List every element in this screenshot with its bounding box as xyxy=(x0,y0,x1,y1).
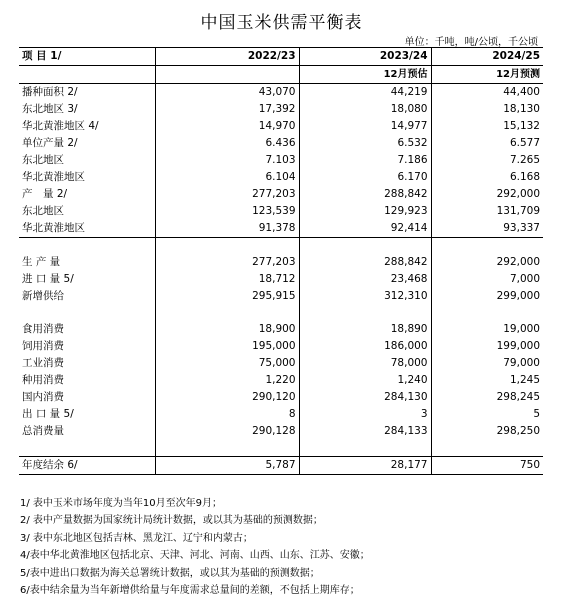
value-cell: 17,392 xyxy=(155,101,299,118)
subheader-cell: 12月预测 xyxy=(431,66,543,84)
row-label: 进 口 量 5/ xyxy=(22,273,74,285)
table-row xyxy=(19,101,543,118)
table-row xyxy=(19,220,543,238)
table-row xyxy=(19,152,543,169)
row-label: 华北黄淮地区 4/ xyxy=(22,120,99,132)
separator-cell xyxy=(431,305,543,321)
table-row xyxy=(19,288,543,305)
balance-table xyxy=(19,47,543,475)
table-row xyxy=(19,389,543,406)
value-cell: 7.265 xyxy=(431,152,543,169)
footnote: 3/ 表中东北地区包括吉林、黑龙江、辽宁和内蒙古； xyxy=(20,532,253,544)
footnote: 5/表中进出口数据为海关总署统计数据，或以其为基础的预测数据； xyxy=(20,567,320,579)
value-cell: 298,245 xyxy=(431,389,543,406)
year-header: 2022/23 xyxy=(155,48,299,66)
row-label: 播种面积 2/ xyxy=(22,86,78,98)
value-cell: 78,000 xyxy=(299,355,431,372)
separator-row xyxy=(19,440,543,457)
value-cell: 43,070 xyxy=(155,84,299,102)
row-label: 总消费量 xyxy=(22,425,64,437)
separator-cell xyxy=(155,238,299,255)
separator-cell xyxy=(155,305,299,321)
value-cell: 284,130 xyxy=(299,389,431,406)
row-label: 出 口 量 5/ xyxy=(22,408,74,420)
value-cell: 44,400 xyxy=(431,84,543,102)
table-row xyxy=(19,84,543,102)
row-label: 工业消费 xyxy=(22,357,64,369)
value-cell: 6.170 xyxy=(299,169,431,186)
separator-row xyxy=(19,305,543,321)
value-cell: 6.104 xyxy=(155,169,299,186)
subheader-cell xyxy=(19,66,155,84)
value-cell: 79,000 xyxy=(431,355,543,372)
table-row xyxy=(19,203,543,220)
table-row xyxy=(19,372,543,389)
value-cell: 288,842 xyxy=(299,254,431,271)
table-row xyxy=(19,169,543,186)
footnote: 2/ 表中产量数据为国家统计局统计数据，或以其为基础的预测数据； xyxy=(20,515,323,527)
table-row xyxy=(19,135,543,152)
value-cell: 28,177 xyxy=(299,457,431,475)
table-row xyxy=(19,186,543,203)
footnotes xyxy=(20,495,370,599)
separator-cell xyxy=(155,440,299,457)
table-row xyxy=(19,254,543,271)
value-cell: 292,000 xyxy=(431,186,543,203)
row-label: 新增供给 xyxy=(22,290,64,302)
value-cell: 199,000 xyxy=(431,338,543,355)
table-row xyxy=(19,406,543,423)
value-cell: 93,337 xyxy=(431,220,543,238)
value-cell: 18,890 xyxy=(299,321,431,338)
value-cell: 6.436 xyxy=(155,135,299,152)
table-row xyxy=(19,355,543,372)
value-cell: 750 xyxy=(431,457,543,475)
table-row xyxy=(19,118,543,135)
value-cell: 23,468 xyxy=(299,271,431,288)
separator-cell xyxy=(299,440,431,457)
value-cell: 18,712 xyxy=(155,271,299,288)
value-cell: 7,000 xyxy=(431,271,543,288)
value-cell: 14,977 xyxy=(299,118,431,135)
value-cell: 1,240 xyxy=(299,372,431,389)
table-row xyxy=(19,457,543,475)
separator-cell xyxy=(19,238,155,255)
table-row xyxy=(19,321,543,338)
value-cell: 277,203 xyxy=(155,254,299,271)
value-cell: 195,000 xyxy=(155,338,299,355)
value-cell: 1,220 xyxy=(155,372,299,389)
row-label: 东北地区 xyxy=(22,154,64,166)
value-cell: 290,128 xyxy=(155,423,299,440)
value-cell: 44,219 xyxy=(299,84,431,102)
value-cell: 15,132 xyxy=(431,118,543,135)
value-cell: 299,000 xyxy=(431,288,543,305)
row-label: 单位产量 2/ xyxy=(22,137,78,149)
value-cell: 1,245 xyxy=(431,372,543,389)
value-cell: 6.577 xyxy=(431,135,543,152)
table-row xyxy=(19,423,543,440)
row-label: 华北黄淮地区 xyxy=(19,220,155,238)
value-cell: 18,080 xyxy=(299,101,431,118)
footnote: 4/表中华北黄淮地区包括北京、天津、河北、河南、山西、山东、江苏、安徽； xyxy=(20,550,370,562)
row-label: 生 产 量 xyxy=(22,256,61,268)
subheader-row xyxy=(19,66,543,84)
value-cell: 295,915 xyxy=(155,288,299,305)
value-cell: 7.103 xyxy=(155,152,299,169)
row-label: 东北地区 xyxy=(22,205,64,217)
item-header: 项 目 1/ xyxy=(19,48,155,66)
value-cell: 292,000 xyxy=(431,254,543,271)
row-label: 国内消费 xyxy=(22,391,64,403)
separator-cell xyxy=(431,440,543,457)
separator-row xyxy=(19,238,543,255)
separator-cell xyxy=(431,238,543,255)
value-cell: 3 xyxy=(299,406,431,423)
value-cell: 5 xyxy=(431,406,543,423)
row-label: 产 量 2/ xyxy=(22,188,68,200)
year-header: 2024/25 xyxy=(431,48,543,66)
value-cell: 14,970 xyxy=(155,118,299,135)
row-label: 年度结余 6/ xyxy=(19,457,155,475)
page-title: 中国玉米供需平衡表 xyxy=(200,13,363,33)
subheader-cell: 12月预估 xyxy=(299,66,431,84)
value-cell: 6.168 xyxy=(431,169,543,186)
value-cell: 298,250 xyxy=(431,423,543,440)
unit-label: 单位：千吨，吨/公顷，千公顷 xyxy=(404,37,538,48)
row-label: 饲用消费 xyxy=(22,340,64,352)
value-cell: 288,842 xyxy=(299,186,431,203)
value-cell: 129,923 xyxy=(299,203,431,220)
value-cell: 18,130 xyxy=(431,101,543,118)
value-cell: 186,000 xyxy=(299,338,431,355)
value-cell: 290,120 xyxy=(155,389,299,406)
table-row xyxy=(19,338,543,355)
value-cell: 92,414 xyxy=(299,220,431,238)
value-cell: 8 xyxy=(155,406,299,423)
value-cell: 284,133 xyxy=(299,423,431,440)
footnote: 6/表中结余量为当年新增供给量与年度需求总量间的差额，不包括上期库存； xyxy=(20,585,360,597)
row-label: 种用消费 xyxy=(22,374,64,386)
header-row xyxy=(19,48,543,66)
value-cell: 312,310 xyxy=(299,288,431,305)
row-label: 东北地区 3/ xyxy=(22,103,78,115)
row-label: 华北黄淮地区 xyxy=(22,171,85,183)
year-header: 2023/24 xyxy=(299,48,431,66)
table-row xyxy=(19,271,543,288)
footnote: 1/ 表中玉米市场年度为当年10月至次年9月； xyxy=(20,498,222,509)
separator-cell xyxy=(299,238,431,255)
separator-cell xyxy=(19,440,155,457)
value-cell: 131,709 xyxy=(431,203,543,220)
value-cell: 91,378 xyxy=(155,220,299,238)
value-cell: 18,900 xyxy=(155,321,299,338)
subheader-cell xyxy=(155,66,299,84)
value-cell: 123,539 xyxy=(155,203,299,220)
value-cell: 277,203 xyxy=(155,186,299,203)
value-cell: 7.186 xyxy=(299,152,431,169)
value-cell: 75,000 xyxy=(155,355,299,372)
value-cell: 5,787 xyxy=(155,457,299,475)
row-label: 食用消费 xyxy=(22,323,64,335)
value-cell: 19,000 xyxy=(431,321,543,338)
separator-cell xyxy=(19,305,155,321)
separator-cell xyxy=(299,305,431,321)
value-cell: 6.532 xyxy=(299,135,431,152)
